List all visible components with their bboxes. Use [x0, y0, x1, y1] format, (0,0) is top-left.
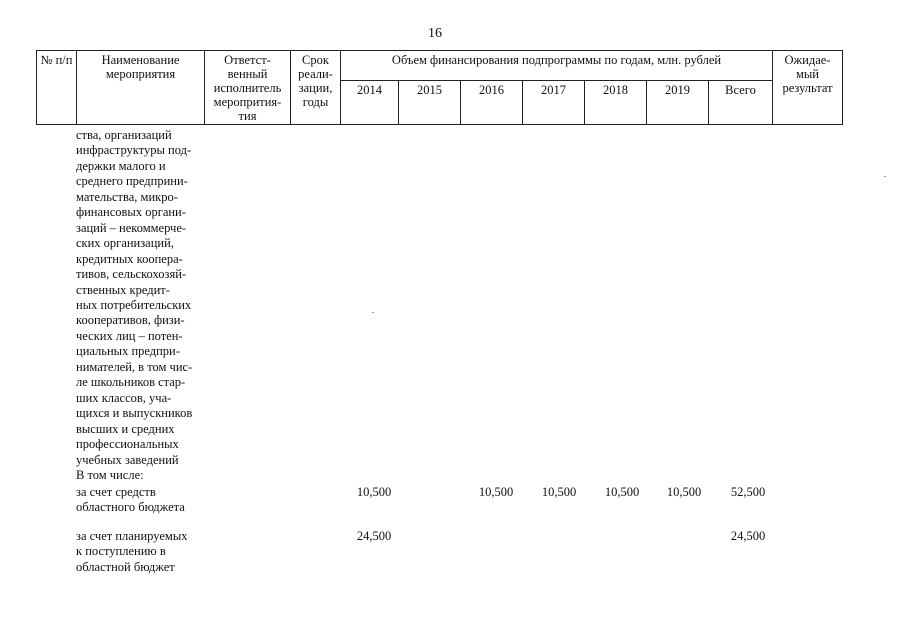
description-line: среднего предприни- — [76, 174, 188, 189]
description-line: циальных предпри- — [76, 344, 180, 359]
header-year: 2014 — [341, 81, 399, 125]
description-line: ских организаций, — [76, 236, 174, 251]
description-line: нимателей, в том чис- — [76, 359, 193, 374]
description-line: заций – некоммерче- — [76, 220, 187, 235]
value-2018: 10,500 — [604, 485, 640, 499]
row-label-regional-budget — [76, 485, 206, 516]
description-line: финансовых органи- — [76, 205, 186, 220]
header-responsible: Ответст-венный исполнитель меропрития-тия — [205, 51, 291, 125]
table-header — [36, 50, 843, 125]
header-num: № п/п — [37, 51, 77, 125]
value-total: 24,500 — [730, 529, 766, 543]
header-period: Срок реали-зации, годы — [291, 51, 341, 125]
header-year: 2017 — [523, 81, 585, 125]
header-year: 2016 — [461, 81, 523, 125]
row-label-line: областного бюджета — [76, 500, 185, 515]
header-financing: Объем финансирования подпрограммы по годам, млн. рублей — [341, 51, 773, 81]
header-year: 2019 — [647, 81, 709, 125]
description-line: ческих лиц – потен- — [76, 328, 183, 343]
row-label-line: областной бюджет — [76, 559, 175, 574]
description-line: ле школьников стар- — [76, 375, 186, 390]
description-line: учебных заведений — [76, 452, 179, 467]
value-2019: 10,500 — [666, 485, 702, 499]
page-number: 16 — [428, 26, 442, 41]
description-line: кредитных коопера- — [76, 251, 183, 266]
description-line: ших классов, уча- — [76, 390, 172, 405]
description-line: держки малого и — [76, 158, 166, 173]
description-line: профессиональных — [76, 437, 179, 452]
header-name: Наименование мероприятия — [77, 51, 205, 125]
including-label: В том числе: — [76, 468, 144, 482]
description-line: инфраструктуры под- — [76, 143, 192, 158]
value-2017: 10,500 — [541, 485, 577, 499]
row-label-planned-receipts — [76, 529, 206, 575]
value-2014: 24,500 — [356, 529, 392, 543]
value-total: 52,500 — [730, 485, 766, 499]
value-2016: 10,500 — [478, 485, 514, 499]
row-label-line: за счет планируемых — [76, 529, 188, 543]
row-label-line: к поступлению в — [76, 544, 166, 559]
scan-speck — [884, 176, 886, 177]
header-total: Всего — [709, 81, 773, 125]
description-line: высших и средних — [76, 421, 175, 436]
activity-description — [76, 128, 204, 468]
description-line: щихся и выпускников — [76, 406, 193, 421]
header-year: 2015 — [399, 81, 461, 125]
scan-speck — [372, 312, 374, 313]
description-line: ных потребительских — [76, 297, 192, 312]
header-year: 2018 — [585, 81, 647, 125]
row-label-line: за счет средств — [76, 485, 156, 499]
description-line: тивов, сельскохозяй- — [76, 267, 187, 282]
header-result: Ожидае-мый результат — [773, 51, 843, 125]
description-line: ства, организаций — [76, 128, 172, 142]
value-2014: 10,500 — [356, 485, 392, 499]
description-line: кооперативов, физи- — [76, 313, 185, 328]
description-line: мательства, микро- — [76, 189, 178, 204]
description-line: ственных кредит- — [76, 282, 170, 297]
